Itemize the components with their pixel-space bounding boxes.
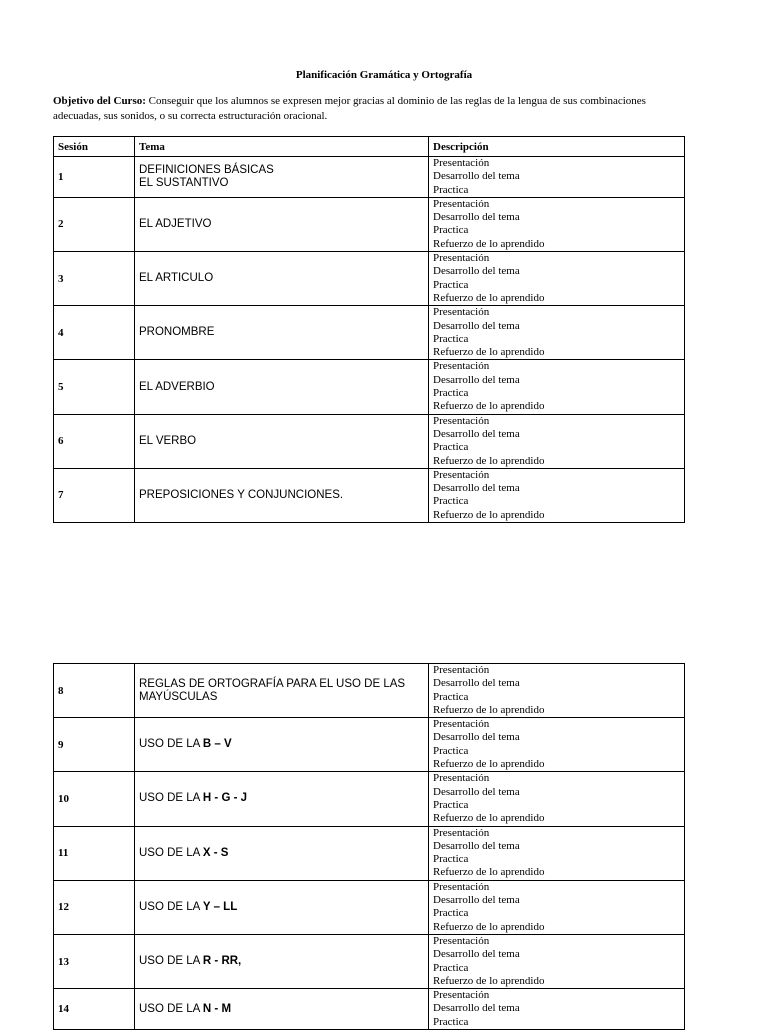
topic-letters: B – V (202, 738, 232, 751)
topic-text: USO DE LA (139, 792, 203, 805)
session-number: 13 (54, 934, 135, 988)
description-item: Practica (433, 495, 469, 508)
objective-label: Objetivo del Curso: (53, 95, 146, 107)
session-topic (135, 989, 429, 1030)
session-number: 11 (54, 826, 135, 880)
description-item: Presentación (433, 664, 490, 676)
table-row (54, 252, 685, 306)
session-description (429, 989, 685, 1030)
table-row (54, 157, 685, 198)
planning-table-part-2 (53, 663, 685, 1030)
description-item: Refuerzo de lo aprendido (433, 703, 545, 716)
topic-text-line-2: MAYÚSCULAS (139, 690, 218, 703)
planning-table-part-1 (53, 136, 685, 523)
description-item: Desarrollo del tema (433, 265, 520, 278)
table-row (54, 664, 685, 718)
description-item: Desarrollo del tema (433, 319, 520, 332)
description-item: Practica (433, 853, 469, 866)
description-item: Presentación (433, 989, 490, 1002)
topic-text: USO DE LA (139, 955, 203, 968)
session-number: 5 (54, 360, 135, 414)
description-item: Presentación (433, 826, 490, 839)
description-item: Refuerzo de lo aprendido (433, 920, 545, 933)
session-topic (135, 468, 429, 522)
session-number: 12 (54, 880, 135, 934)
topic-text: USO DE LA (139, 1002, 203, 1015)
description-item: Presentación (433, 252, 490, 265)
session-number: 10 (54, 772, 135, 826)
topic-letters: N - M (202, 1002, 232, 1015)
document-title: Planificación Gramática y Ortografía (295, 69, 473, 81)
session-topic (135, 157, 429, 198)
description-item: Desarrollo del tema (433, 373, 520, 386)
description-item: Desarrollo del tema (433, 839, 520, 852)
session-topic (135, 197, 429, 251)
description-item: Refuerzo de lo aprendido (433, 758, 545, 771)
topic-text-line-2: EL SUSTANTIVO (139, 176, 229, 189)
table-row (54, 414, 685, 468)
objective-text: Conseguir que los alumnos se expresen mejor gracias al dominio de las reglas de la lengua de sus combinaciones adecuadas, sus sonidos, o su correcta estructuración oracional. (53, 95, 646, 122)
session-number: 3 (54, 252, 135, 306)
description-item: Refuerzo de lo aprendido (433, 974, 545, 987)
course-objective (53, 94, 693, 124)
session-number: 4 (54, 306, 135, 360)
session-topic (135, 772, 429, 826)
description-item: Practica (433, 332, 469, 345)
description-item: Desarrollo del tema (433, 211, 520, 224)
topic-text: EL ARTICULO (139, 272, 214, 285)
description-item: Presentación (433, 306, 490, 319)
description-item: Practica (433, 961, 469, 974)
topic-text: USO DE LA (139, 900, 203, 913)
description-item: Presentación (433, 197, 490, 210)
topic-letters: X - S (202, 846, 229, 859)
description-item: Practica (433, 278, 469, 291)
description-item: Presentación (433, 360, 490, 373)
session-description (429, 718, 685, 772)
description-item: Desarrollo del tema (433, 894, 520, 907)
table-header-row (54, 137, 685, 157)
session-description (429, 934, 685, 988)
table-row (54, 306, 685, 360)
topic-text: USO DE LA (139, 846, 203, 859)
description-item: Desarrollo del tema (433, 427, 520, 440)
session-description (429, 197, 685, 251)
session-description (429, 772, 685, 826)
description-item: Presentación (433, 157, 490, 169)
session-number: 14 (54, 989, 135, 1030)
header-session: Sesión (54, 137, 135, 157)
table-row (54, 934, 685, 988)
header-topic: Tema (135, 137, 429, 157)
description-item: Desarrollo del tema (433, 677, 520, 690)
session-topic (135, 664, 429, 718)
description-item: Refuerzo de lo aprendido (433, 812, 545, 825)
table-row (54, 360, 685, 414)
session-topic (135, 252, 429, 306)
table-row (54, 826, 685, 880)
description-item: Desarrollo del tema (433, 170, 520, 183)
topic-letters: Y – LL (202, 900, 238, 913)
topic-text: PRONOMBRE (139, 326, 215, 339)
topic-text: DEFINICIONES BÁSICAS (139, 163, 274, 176)
description-item: Practica (433, 1015, 469, 1028)
table-row (54, 880, 685, 934)
description-item: Desarrollo del tema (433, 1002, 520, 1015)
table-row (54, 772, 685, 826)
session-number: 8 (54, 664, 135, 718)
session-description (429, 414, 685, 468)
topic-text: EL ADJETIVO (139, 217, 212, 230)
description-item: Presentación (433, 880, 490, 893)
session-description (429, 360, 685, 414)
session-topic (135, 934, 429, 988)
session-topic (135, 718, 429, 772)
session-topic (135, 360, 429, 414)
description-item: Refuerzo de lo aprendido (433, 346, 545, 359)
description-item: Desarrollo del tema (433, 948, 520, 961)
description-item: Practica (433, 387, 469, 400)
description-item: Presentación (433, 772, 490, 785)
session-description (429, 826, 685, 880)
session-description (429, 880, 685, 934)
topic-text: USO DE LA (139, 738, 203, 751)
topic-letters: H - G - J (202, 792, 248, 805)
session-topic (135, 880, 429, 934)
table-row (54, 197, 685, 251)
description-item: Practica (433, 744, 469, 757)
topic-text: REGLAS DE ORTOGRAFÍA PARA EL USO DE LAS (139, 677, 406, 690)
session-topic (135, 414, 429, 468)
description-item: Refuerzo de lo aprendido (433, 508, 545, 521)
description-item: Desarrollo del tema (433, 731, 520, 744)
description-item: Refuerzo de lo aprendido (433, 400, 545, 413)
description-item: Practica (433, 441, 469, 454)
session-description (429, 664, 685, 718)
description-item: Refuerzo de lo aprendido (433, 866, 545, 879)
topic-text: EL ADVERBIO (139, 380, 215, 393)
table-row (54, 718, 685, 772)
description-item: Refuerzo de lo aprendido (433, 291, 545, 304)
description-item: Practica (433, 798, 469, 811)
session-number: 2 (54, 197, 135, 251)
description-item: Presentación (433, 414, 490, 427)
description-item: Refuerzo de lo aprendido (433, 454, 545, 467)
session-number: 1 (54, 157, 135, 198)
session-description (429, 252, 685, 306)
description-item: Practica (433, 224, 469, 237)
description-item: Presentación (433, 934, 490, 947)
topic-text: EL VERBO (139, 434, 197, 447)
header-description: Descripción (429, 137, 685, 157)
description-item: Desarrollo del tema (433, 482, 520, 495)
description-item: Desarrollo del tema (433, 785, 520, 798)
session-description (429, 157, 685, 198)
description-item: Practica (433, 907, 469, 920)
description-item: Presentación (433, 718, 490, 731)
session-topic (135, 306, 429, 360)
table-row (54, 989, 685, 1030)
table-row (54, 468, 685, 522)
topic-text: PREPOSICIONES Y CONJUNCIONES. (139, 488, 344, 501)
session-topic (135, 826, 429, 880)
topic-letters: R - RR, (202, 955, 242, 968)
description-item: Practica (433, 690, 469, 703)
session-number: 6 (54, 414, 135, 468)
description-item: Presentación (433, 468, 490, 481)
description-item: Practica (433, 183, 469, 196)
session-description (429, 468, 685, 522)
session-number: 9 (54, 718, 135, 772)
session-description (429, 306, 685, 360)
description-item: Refuerzo de lo aprendido (433, 237, 545, 250)
session-number: 7 (54, 468, 135, 522)
